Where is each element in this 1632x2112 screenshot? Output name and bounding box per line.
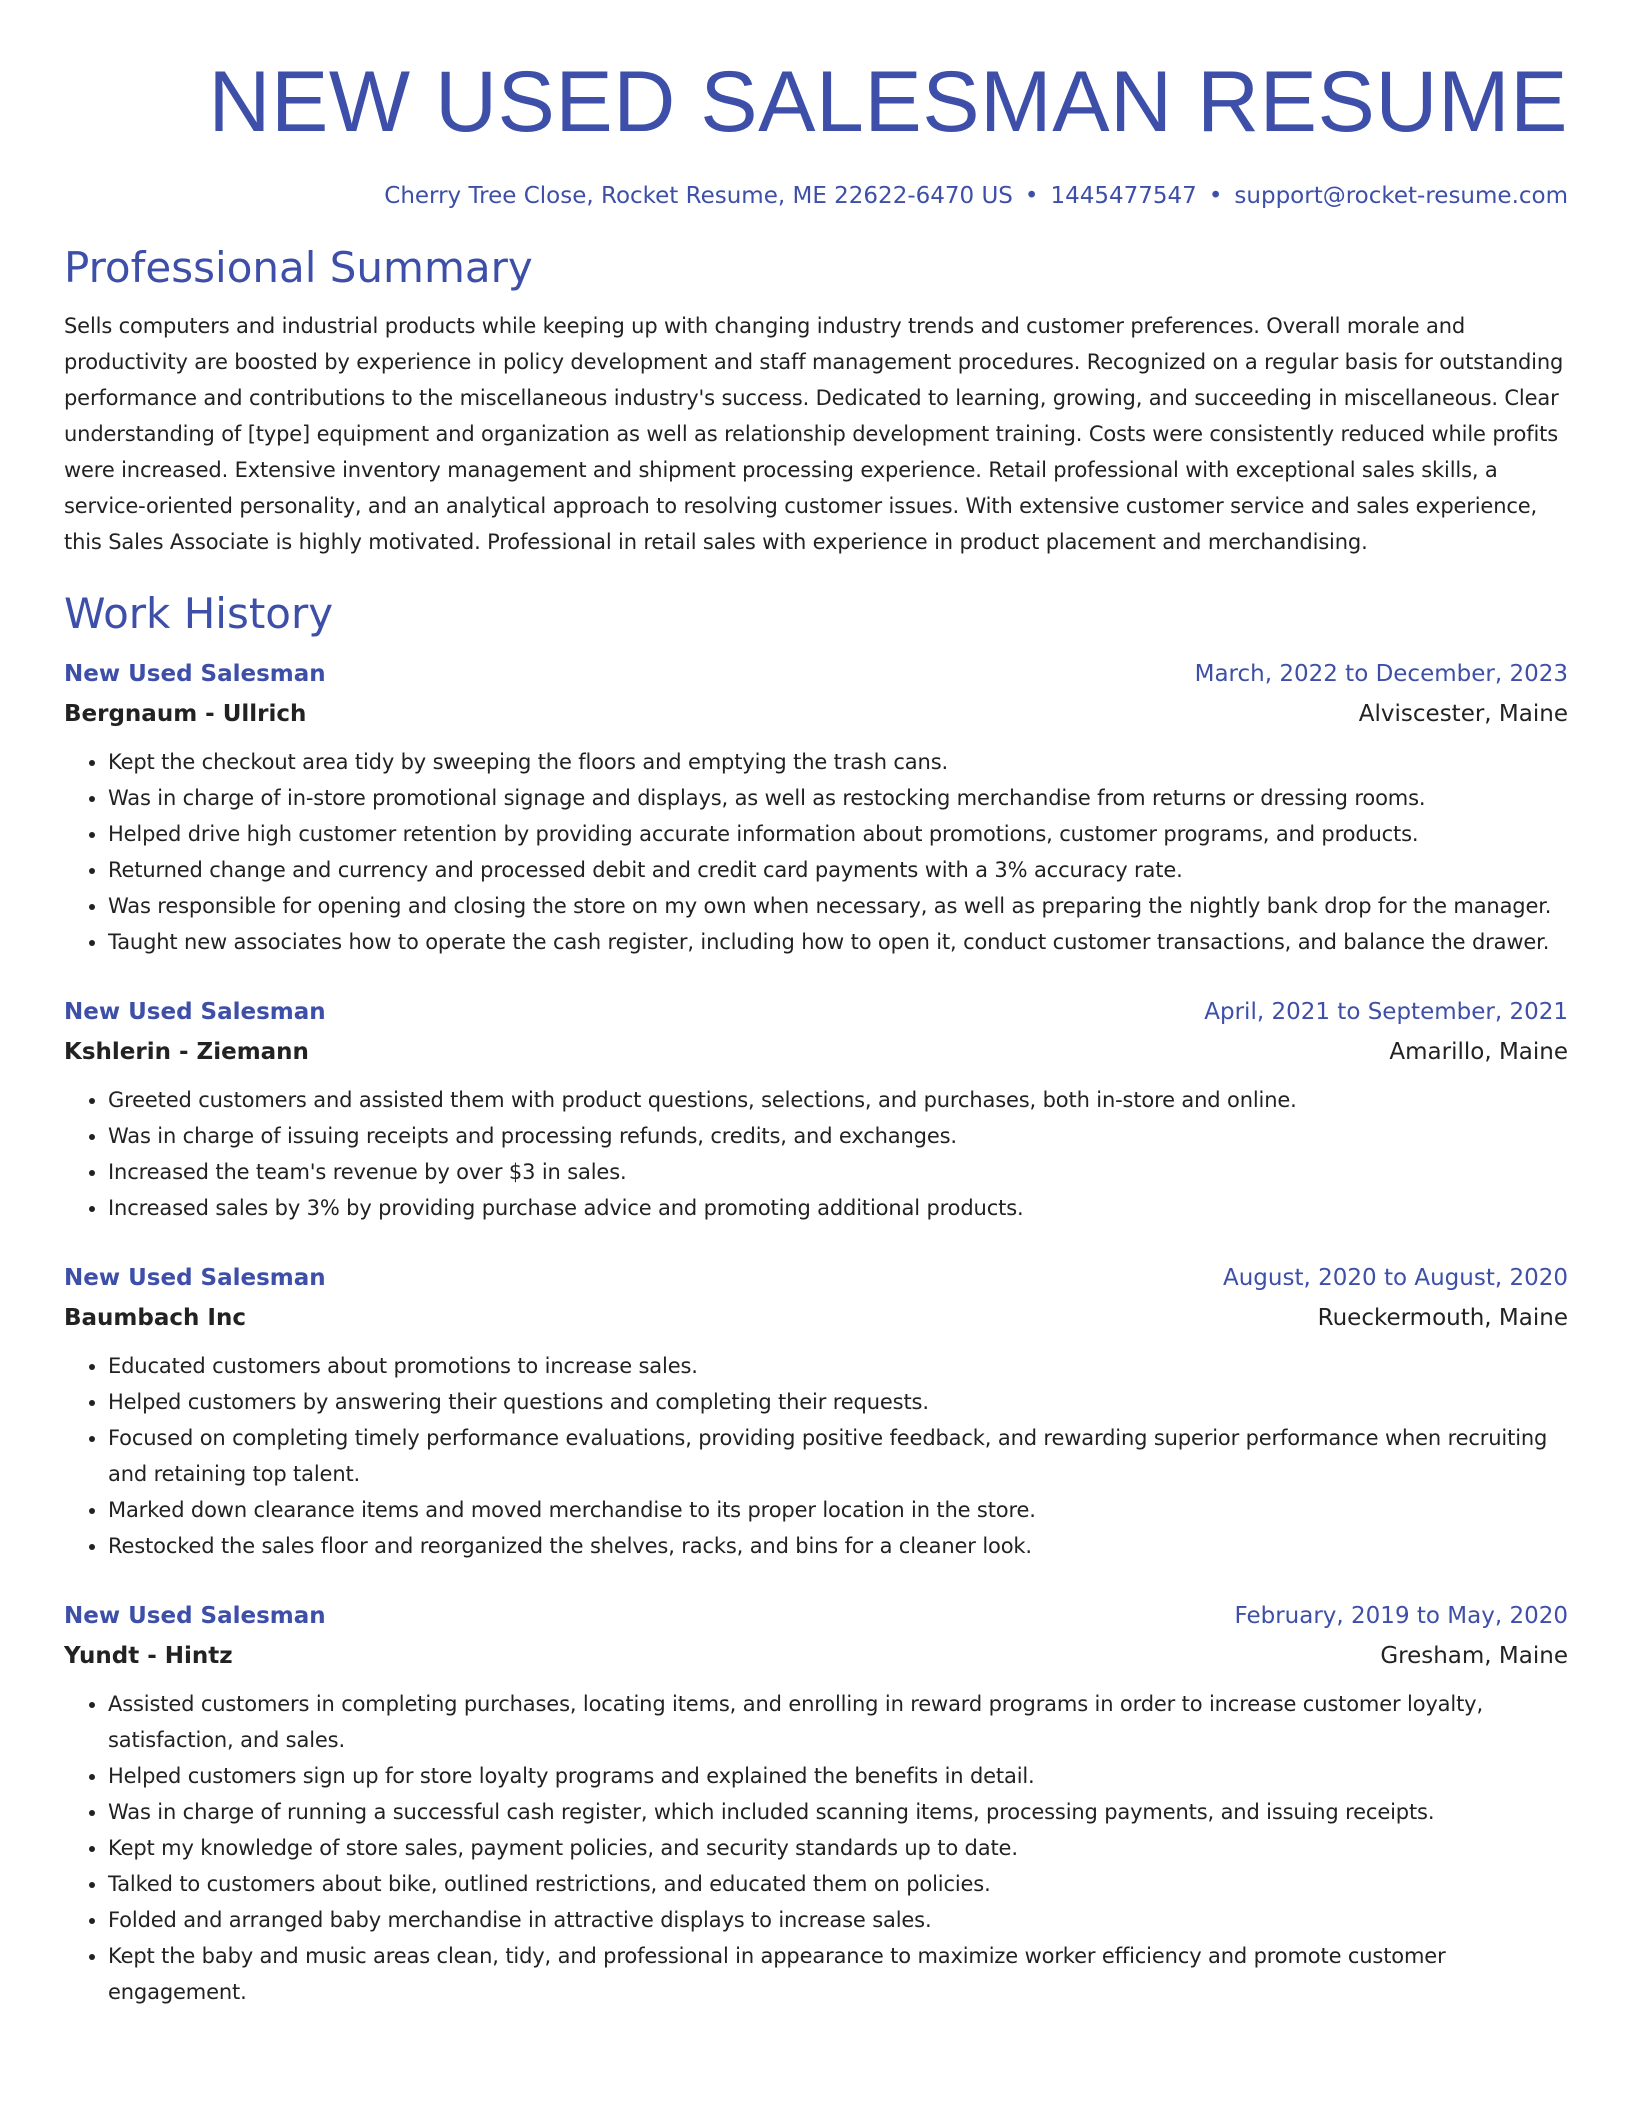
job-location: Amarillo, Maine: [1389, 1039, 1568, 1065]
job-bullet: • Greeted customers and assisted them with product questions, selections, and purchases, both in-store and online.: [108, 1082, 1568, 1118]
job-bullet-list: [64, 1348, 1568, 1564]
job-bullet: • Taught new associates how to operate the cash register, including how to open it, conduct customer transactions, and balance the drawer.: [108, 924, 1568, 960]
contact-separator: •: [1024, 183, 1039, 209]
job-bullet: • Educated customers about promotions to increase sales.: [108, 1348, 1568, 1384]
job-bullet: • Increased sales by 3% by providing purchase advice and promoting additional products.: [108, 1190, 1568, 1226]
job-bullet: • Increased the team's revenue by over $3 in sales.: [108, 1154, 1568, 1190]
job-company: Yundt - Hintz: [64, 1643, 233, 1669]
work-history-heading: Work History: [64, 589, 334, 638]
job-bullet: • Talked to customers about bike, outlined restrictions, and educated them on policies.: [108, 1866, 1568, 1902]
job-bullet: • Restocked the sales floor and reorganized the shelves, racks, and bins for a cleaner look.: [108, 1528, 1568, 1564]
job-title: New Used Salesman: [64, 999, 326, 1025]
job-dates: February, 2019 to May, 2020: [1234, 1603, 1568, 1629]
contact-phone: 1445477547: [1050, 183, 1197, 209]
job-bullet: • Helped customers sign up for store loyalty programs and explained the benefits in detail.: [108, 1758, 1568, 1794]
job-header-row: [64, 992, 1568, 1032]
job-bullet: • Assisted customers in completing purchases, locating items, and enrolling in reward programs in order to increase customer loyalty, satisfaction, and sales.: [108, 1686, 1568, 1758]
contact-email: support@rocket-resume.com: [1234, 183, 1568, 209]
professional-summary-heading: Professional Summary: [64, 243, 533, 292]
job-dates: April, 2021 to September, 2021: [1204, 999, 1568, 1025]
contact-separator: •: [1208, 183, 1223, 209]
job-bullet: • Was in charge of running a successful cash register, which included scanning items, processing payments, and issuing receipts.: [108, 1794, 1568, 1830]
job-bullet: • Folded and arranged baby merchandise in attractive displays to increase sales.: [108, 1902, 1568, 1938]
job-location: Alviscester, Maine: [1358, 701, 1568, 727]
job-bullet-list: [64, 1082, 1568, 1226]
job-location: Rueckermouth, Maine: [1317, 1305, 1568, 1331]
job-title: New Used Salesman: [64, 1265, 326, 1291]
job-company: Baumbach Inc: [64, 1305, 246, 1331]
job-bullet: • Kept the checkout area tidy by sweeping the floors and emptying the trash cans.: [108, 744, 1568, 780]
job-company-row: [64, 1298, 1568, 1338]
job-dates: August, 2020 to August, 2020: [1223, 1265, 1568, 1291]
job-company: Kshlerin - Ziemann: [64, 1039, 309, 1065]
job-bullet: • Helped drive high customer retention by providing accurate information about promotions, customer programs, and products.: [108, 816, 1568, 852]
job-title: New Used Salesman: [64, 661, 326, 687]
job-company: Bergnaum - Ullrich: [64, 701, 307, 727]
job-company-row: [64, 694, 1568, 734]
job-header-row: [64, 1596, 1568, 1636]
job-title: New Used Salesman: [64, 1603, 326, 1629]
job-company-row: [64, 1032, 1568, 1072]
job-bullet: • Marked down clearance items and moved merchandise to its proper location in the store.: [108, 1492, 1568, 1528]
professional-summary-text: Sells computers and industrial products while keeping up with changing industry trends and customer preferences. Overall morale and productivity are boosted by experience in policy development and staff management procedures. Recognized on a regular basis for outstanding performance and contributions to the miscellaneous industry's success. Dedicated to learning, growing, and succeeding in miscellaneous. Clear understanding of [type] equipment and organization as well as relationship development training. Costs were consistently reduced while profits were increased. Extensive inventory management and shipment processing experience. Retail professional with exceptional sales skills, a service-oriented personality, and an analytical approach to resolving customer issues. With extensive customer service and sales experience, this Sales Associate is highly motivated. Professional in retail sales with experience in product placement and merchandising.: [64, 314, 1564, 554]
job-location: Gresham, Maine: [1380, 1643, 1568, 1669]
job-entry: [64, 992, 1568, 1226]
job-bullet-list: [64, 1686, 1568, 2010]
resume-title: NEW USED SALESMAN RESUME: [208, 54, 1568, 150]
job-header-row: [64, 1258, 1568, 1298]
contact-address: Cherry Tree Close, Rocket Resume, ME 22622-6470 US: [384, 183, 1013, 209]
job-entry: [64, 1596, 1568, 2010]
resume-page: [64, 0, 1568, 2010]
job-bullet: • Helped customers by answering their questions and completing their requests.: [108, 1384, 1568, 1420]
job-bullet-list: [64, 744, 1568, 960]
job-bullet: • Was responsible for opening and closing the store on my own when necessary, as well as preparing the nightly bank drop for the manager.: [108, 888, 1568, 924]
job-bullet: • Was in charge of issuing receipts and processing refunds, credits, and exchanges.: [108, 1118, 1568, 1154]
job-bullet: • Returned change and currency and processed debit and credit card payments with a 3% accuracy rate.: [108, 852, 1568, 888]
job-bullet: • Was in charge of in-store promotional signage and displays, as well as restocking merchandise from returns or dressing rooms.: [108, 780, 1568, 816]
job-bullet: • Kept my knowledge of store sales, payment policies, and security standards up to date.: [108, 1830, 1568, 1866]
job-bullet: • Kept the baby and music areas clean, tidy, and professional in appearance to maximize worker efficiency and promote customer engagement.: [108, 1938, 1568, 2010]
job-dates: March, 2022 to December, 2023: [1194, 661, 1568, 687]
work-history-list: [64, 654, 1568, 2010]
contact-line: [64, 180, 1568, 212]
job-bullet: • Focused on completing timely performance evaluations, providing positive feedback, and rewarding superior performance when recruiting and retaining top talent.: [108, 1420, 1568, 1492]
job-header-row: [64, 654, 1568, 694]
job-entry: [64, 1258, 1568, 1564]
job-entry: [64, 654, 1568, 960]
job-company-row: [64, 1636, 1568, 1676]
